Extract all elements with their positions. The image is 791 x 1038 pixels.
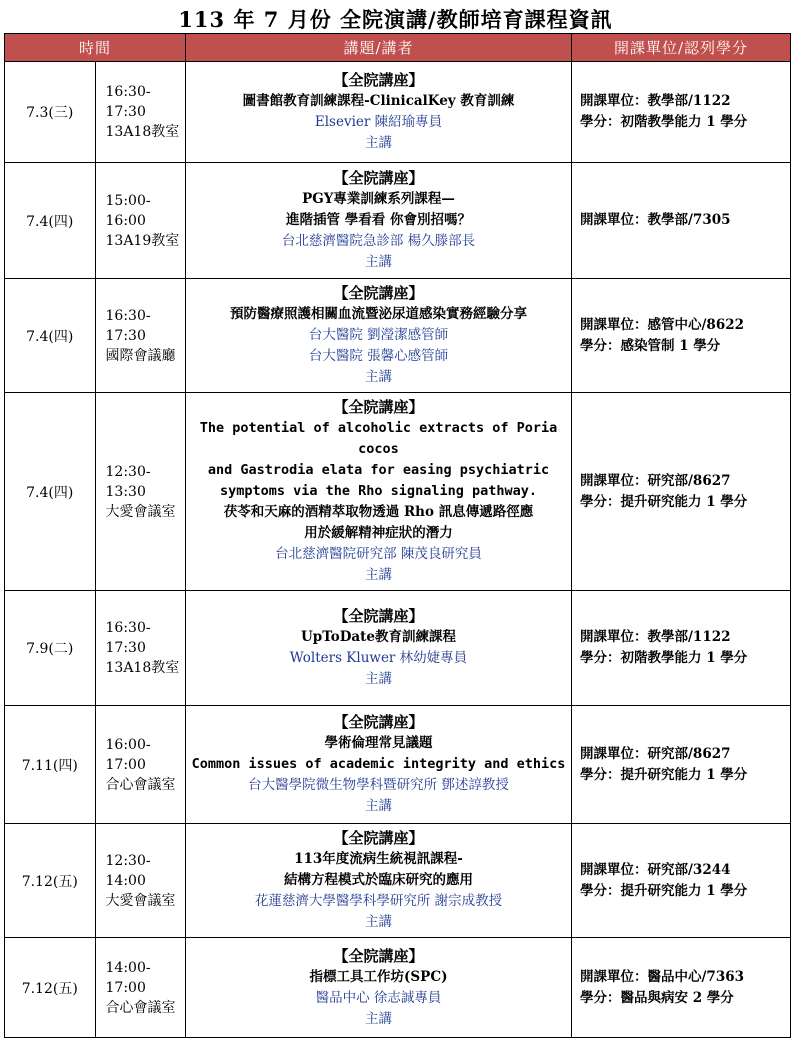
session-topic-cell	[186, 279, 572, 393]
session-room: 國際會議廳	[105, 347, 176, 364]
organizing-unit: 開課單位：研究部/8627	[580, 745, 731, 762]
session-time: 12:30-14:00	[105, 852, 151, 889]
session-room: 13A18教室	[105, 660, 180, 676]
lecture-title: symptoms via the Rho signaling pathway.	[220, 483, 537, 499]
session-room: 13A19教室	[105, 232, 180, 249]
session-time: 16:30-17:30	[105, 307, 151, 344]
session-topic-cell	[186, 591, 572, 706]
session-unit-cell	[572, 824, 791, 938]
credit-info: 學分：醫品與病安 2 學分	[580, 989, 734, 1006]
lecture-title: 結構方程模式於臨床研究的應用	[284, 872, 473, 888]
lecture-speaker: 台北慈濟醫院急診部 楊久滕部長	[281, 233, 476, 249]
session-room: 大愛會議室	[105, 892, 176, 909]
session-room: 大愛會議室	[105, 503, 176, 520]
lecture-title: 進階插管 學看看 你會別招嗎？	[286, 212, 471, 228]
session-date: 7.9(二)	[5, 591, 96, 706]
session-unit-cell	[572, 938, 791, 1038]
session-date: 7.12(五)	[5, 938, 96, 1038]
table-body	[5, 62, 791, 1038]
session-time-cell	[95, 163, 186, 279]
lecture-speaker: 台大醫院 張馨心感管師	[308, 348, 449, 364]
credit-info: 學分：初階教學能力 1 學分	[580, 650, 748, 666]
session-time: 16:30-17:30	[105, 620, 151, 656]
lecture-speaker: Wolters Kluwer 林幼婕專員	[289, 650, 468, 666]
lecture-title: 113年度流病生統視訊課程-	[294, 851, 463, 867]
session-room: 合心會議室	[105, 999, 176, 1016]
organizing-unit: 開課單位：教學部/1122	[580, 93, 731, 109]
lecture-host-label: 主講	[365, 1010, 392, 1027]
lecture-header: 【全院講座】	[333, 169, 424, 187]
page-title: 113 年 7 月份 全院演講/教師培育課程資訊	[178, 7, 613, 32]
lecture-header: 【全院講座】	[333, 829, 424, 847]
table-row	[5, 706, 791, 824]
table-row	[5, 938, 791, 1038]
session-unit-cell	[572, 706, 791, 824]
session-room: 合心會議室	[105, 776, 176, 793]
lecture-speaker: 台北慈濟醫院研究部 陳茂良研究員	[275, 546, 482, 562]
lecture-title: Common issues of academic integrity and ethics	[191, 756, 566, 772]
lecture-speaker: 花蓮慈濟大學醫學科學研究所 謝宗成教授	[254, 893, 503, 909]
session-time-cell	[95, 706, 186, 824]
session-time: 14:00-17:00	[105, 959, 151, 996]
table-row	[5, 591, 791, 706]
lecture-title: 指標工具工作坊(SPC)	[309, 968, 448, 985]
lecture-title: The potential of alcoholic extracts of Poria cocos	[199, 420, 558, 457]
session-topic-cell	[186, 62, 572, 163]
session-unit-cell	[572, 279, 791, 393]
lecture-header: 【全院講座】	[333, 284, 424, 302]
session-unit-cell	[572, 62, 791, 163]
session-time: 16:30-17:30	[105, 84, 151, 120]
lecture-title: and Gastrodia elata for easing psychiatric	[207, 462, 550, 478]
column-header-topic: 講題/講者	[186, 34, 572, 62]
session-time-cell	[95, 824, 186, 938]
lecture-speaker: Elsevier 陳紹瑜專員	[314, 114, 443, 130]
organizing-unit: 開課單位：研究部/8627	[580, 472, 731, 489]
lecture-host-label: 主講	[365, 671, 392, 687]
lecture-speaker: 台大醫院 劉瀅潔感管師	[308, 327, 449, 343]
lecture-title: 圖書館教育訓練課程-ClinicalKey 教育訓練	[242, 93, 515, 109]
lecture-title: 用於緩解精神症狀的潛力	[304, 525, 453, 541]
table-row	[5, 163, 791, 279]
organizing-unit: 開課單位：醫品中心/7363	[580, 968, 745, 985]
organizing-unit: 開課單位：教學部/1122	[580, 629, 731, 645]
session-date: 7.4(四)	[5, 163, 96, 279]
credit-info: 學分：初階教學能力 1 學分	[580, 114, 748, 130]
session-time-cell	[95, 393, 186, 591]
lecture-header: 【全院講座】	[333, 713, 424, 731]
credit-info: 學分：提升研究能力 1 學分	[580, 493, 748, 510]
credit-info: 學分：提升研究能力 1 學分	[580, 766, 748, 783]
lecture-host-label: 主講	[365, 567, 392, 583]
credit-info: 學分：感染管制 1 學分	[580, 337, 721, 354]
lecture-header: 【全院講座】	[333, 398, 424, 416]
lecture-title: 學術倫理常見議題	[324, 735, 433, 751]
lecture-title: PGY專業訓練系列課程—	[302, 191, 455, 207]
session-time: 12:30-13:30	[105, 463, 151, 500]
session-topic-cell	[186, 393, 572, 591]
table-header-row	[5, 34, 791, 62]
lecture-title: UpToDate教育訓練課程	[301, 629, 456, 645]
column-header-time: 時間	[5, 34, 186, 62]
lecture-header: 【全院講座】	[333, 71, 424, 89]
organizing-unit: 開課單位：教學部/7305	[580, 212, 731, 228]
session-time-cell	[95, 279, 186, 393]
session-time-cell	[95, 938, 186, 1038]
session-topic-cell	[186, 824, 572, 938]
session-room: 13A18教室	[105, 124, 180, 140]
table-row	[5, 393, 791, 591]
table-row	[5, 62, 791, 163]
session-topic-cell	[186, 706, 572, 824]
table-row	[5, 824, 791, 938]
session-unit-cell	[572, 163, 791, 279]
session-unit-cell	[572, 393, 791, 591]
session-date: 7.11(四)	[5, 706, 96, 824]
session-date: 7.4(四)	[5, 393, 96, 591]
session-time: 16:00-17:00	[105, 736, 151, 773]
session-date: 7.4(四)	[5, 279, 96, 393]
lecture-host-label: 主講	[365, 254, 392, 270]
organizing-unit: 開課單位：感管中心/8622	[580, 316, 745, 333]
lecture-host-label: 主講	[365, 135, 392, 151]
session-topic-cell	[186, 938, 572, 1038]
column-header-unit: 開課單位/認列學分	[572, 34, 791, 62]
lecture-speaker: 醫品中心 徐志誠專員	[315, 989, 442, 1006]
table-row	[5, 279, 791, 393]
session-date: 7.3(三)	[5, 62, 96, 163]
session-time-cell	[95, 62, 186, 163]
lecture-header: 【全院講座】	[333, 946, 424, 965]
lecture-title: 茯苓和天麻的酒精萃取物透過 Rho 訊息傳遞路徑應	[223, 504, 534, 520]
session-unit-cell	[572, 591, 791, 706]
lecture-host-label: 主講	[365, 914, 392, 930]
session-time: 15:00-16:00	[105, 192, 151, 229]
lecture-speaker: 台大醫學院微生物學科暨研究所 鄧述諄教授	[248, 777, 509, 793]
session-date: 7.12(五)	[5, 824, 96, 938]
lecture-title: 預防醫療照護相關血流暨泌尿道感染實務經驗分享	[230, 306, 527, 322]
session-topic-cell	[186, 163, 572, 279]
credit-info: 學分：提升研究能力 1 學分	[580, 882, 748, 899]
lecture-host-label: 主講	[365, 369, 392, 385]
course-table	[4, 33, 791, 1038]
lecture-host-label: 主講	[365, 798, 392, 814]
session-time-cell	[95, 591, 186, 706]
organizing-unit: 開課單位：研究部/3244	[580, 861, 731, 878]
lecture-header: 【全院講座】	[333, 607, 424, 625]
